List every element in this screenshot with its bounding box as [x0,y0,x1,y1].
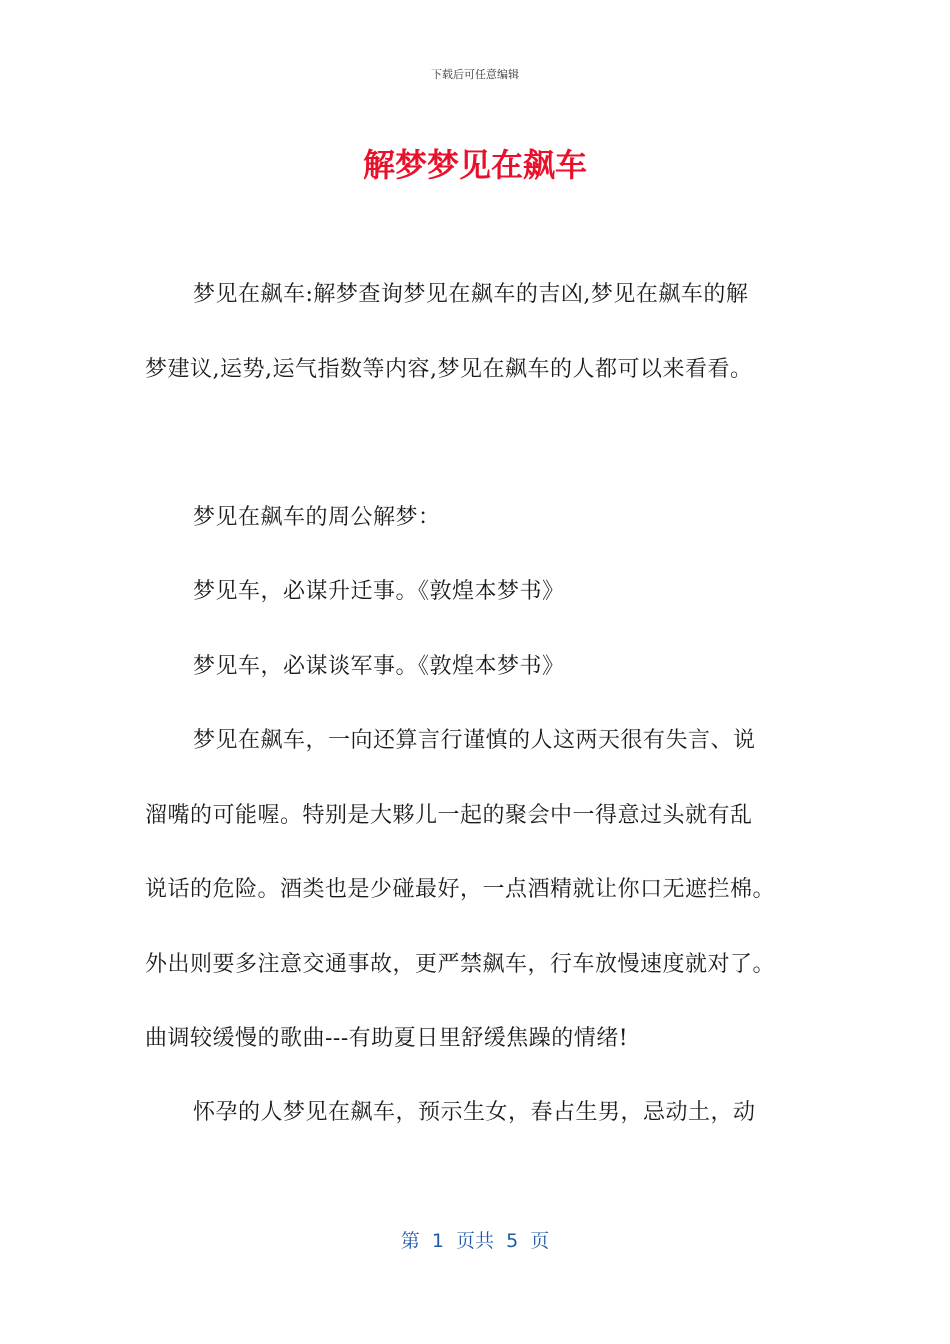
paragraph-line: 怀孕的人梦见在飙车，预示生女，春占生男，忌动土，动 [193,1100,756,1125]
header-note: 下载后可任意编辑 [431,68,519,81]
paragraph-line: 梦建议,运势,运气指数等内容,梦见在飙车的人都可以来看看。 [145,357,753,382]
paragraph-line: 梦见车，必谋谈军事。《敦煌本梦书》 [193,654,565,679]
paragraph-line: 说话的危险。酒类也是少碰最好，一点酒精就让你口无遮拦棉。 [145,877,776,902]
paragraph-line: 梦见在飙车的周公解梦： [193,505,441,530]
paragraph-line: 梦见在飙车，一向还算言行谨慎的人这两天很有失言、说 [193,728,756,753]
paragraph-line: 曲调较缓慢的歌曲---有助夏日里舒缓焦躁的情绪! [145,1026,629,1051]
paragraph-line: 梦见在飙车:解梦查询梦见在飙车的吉凶,梦见在飙车的解 [193,282,749,307]
paragraph-line: 梦见车，必谋升迁事。《敦煌本梦书》 [193,579,565,604]
document-title: 解梦梦见在飙车 [362,146,587,184]
paragraph-line: 溜嘴的可能喔。特别是大夥儿一起的聚会中一得意过头就有乱 [145,803,753,828]
page-number: 第 1 页共 5 页 [400,1230,550,1252]
paragraph-line: 外出则要多注意交通事故，更严禁飙车，行车放慢速度就对了。 [145,952,776,977]
